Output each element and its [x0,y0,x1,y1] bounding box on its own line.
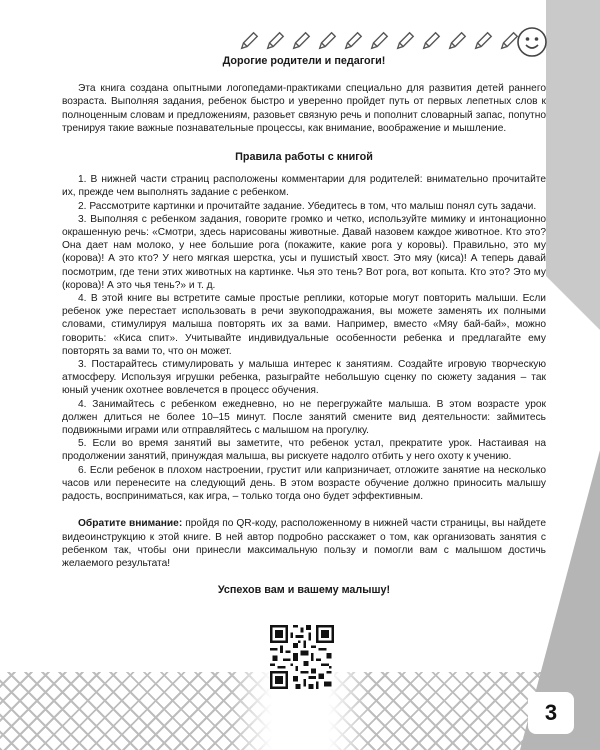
notice-paragraph [62,517,546,570]
pencil-icon [446,30,468,52]
intro-paragraph: Эта книга создана опытными логопедами-практиками специально для развития детей раннего возраста. Выполняя задания, ребенок быстро и уверенно пройдет путь от первых лепетных слов к полноценным словам и предложениям, разовьет связную речь и пополнит словарный запас, попутно тренируя такие важные познавательные процессы, как внимание, воображение и мышление. [62,83,546,134]
pencil-icon [472,30,494,52]
qr-code[interactable] [270,625,334,689]
pencil-icon [316,30,338,52]
rule-item: 3. Выполняя с ребенком задания, говорите громко и четко, используйте мимику и интонационно окрашенную речь: «Смотри, здесь нарисованы животные. Давай назовем каждое животное. Кто это? Она дает нам молоко, у нее большие рога (покажите, какие рога у коровы). Правильно, это му (корова)! А это кто? У него мягкая шерстка, усы и пушистый хвост. Это мяу (киса)! А теперь давай посмотрим, где тени этих животных на картинке. Чья это тень? Вот рога, вот копыта. Кто это? Это му (корова)! А это чья тень?» и т. д. [62,213,546,291]
rules-heading: Правила работы с книгой [235,151,373,164]
pencil-icon [264,30,286,52]
pencil-icon [394,30,416,52]
page-number: 3 [528,692,574,734]
page-heading: Дорогие родители и педагоги! [222,55,386,67]
pencil-icon [342,30,364,52]
page-content [62,55,546,611]
pencil-icon [368,30,390,52]
rule-item: 1. В нижней части страниц расположены комментарии для родителей: внимательно прочитайте их, прежде чем выполнять задание с ребенком. [62,174,546,199]
rule-item: 6. Если ребенок в плохом настроении, грустит или капризничает, отложите занятие на несколько часов или перенесите на следующий день. В этом возрасте обучение должно приносить малышу радость, восприниматься, как игра, – только тогда оно будет эффективным. [62,464,546,503]
smiley-icon [516,26,548,58]
rule-item: 4. В этой книге вы встретите самые простые реплики, которые могут повторить малыши. Если ребенок уже перестает использовать в речи звукоподражания, вы можете заменять их полными словами, стимулируя малыша повторять их за вами. Например, вместо «Мяу бай-бай», можно говорить: «Киса спит». Учитывайте индивидуальные особенности ребенка и предлагайте ему повторять за вами то, что он может. [62,293,546,357]
closing-line: Успехов вам и вашему малышу! [217,584,391,597]
rule-item: 2. Рассмотрите картинки и прочитайте задание. Убедитесь в том, что малыш понял суть задачи. [78,200,537,212]
pencil-icon [420,30,442,52]
notice-text: пройдя по QR-коду, расположенному в нижней части страницы, вы найдете видеоинструкцию к этой книге. В ней автор подробно расскажет о том, как организовать занятия с ребенком так, чтобы они принесли максимальную пользу и помогли вам с малышом достичь желаемого результата! [62,518,546,569]
rule-item: 5. Если во время занятий вы заметите, что ребенок устал, прекратите урок. Настаивая на продолжении занятий, принуждая малыша, вы рискуете надолго отбить у него охоту к учению. [62,438,546,463]
pencil-icon [238,30,260,52]
pencil-icon [290,30,312,52]
rule-item: 3. Постарайтесь стимулировать у малыша интерес к занятиям. Создайте игровую творческую атмосферу. Используя игрушки ребенка, разыграйте небольшую сценку по сюжету задания – так юный ученик охотнее вовлечется в процесс обучения. [62,359,546,397]
notice-lead: Обратите внимание: [78,518,183,530]
rule-item: 4. Занимайтесь с ребенком ежедневно, но не перегружайте малыша. В этом возрасте урок должен длиться не более 10–15 минут. После занятий смените вид деятельности: займитесь подвижными играми или отправляйтесь с малышом на прогулку. [62,398,546,437]
pencil-row [238,30,520,52]
